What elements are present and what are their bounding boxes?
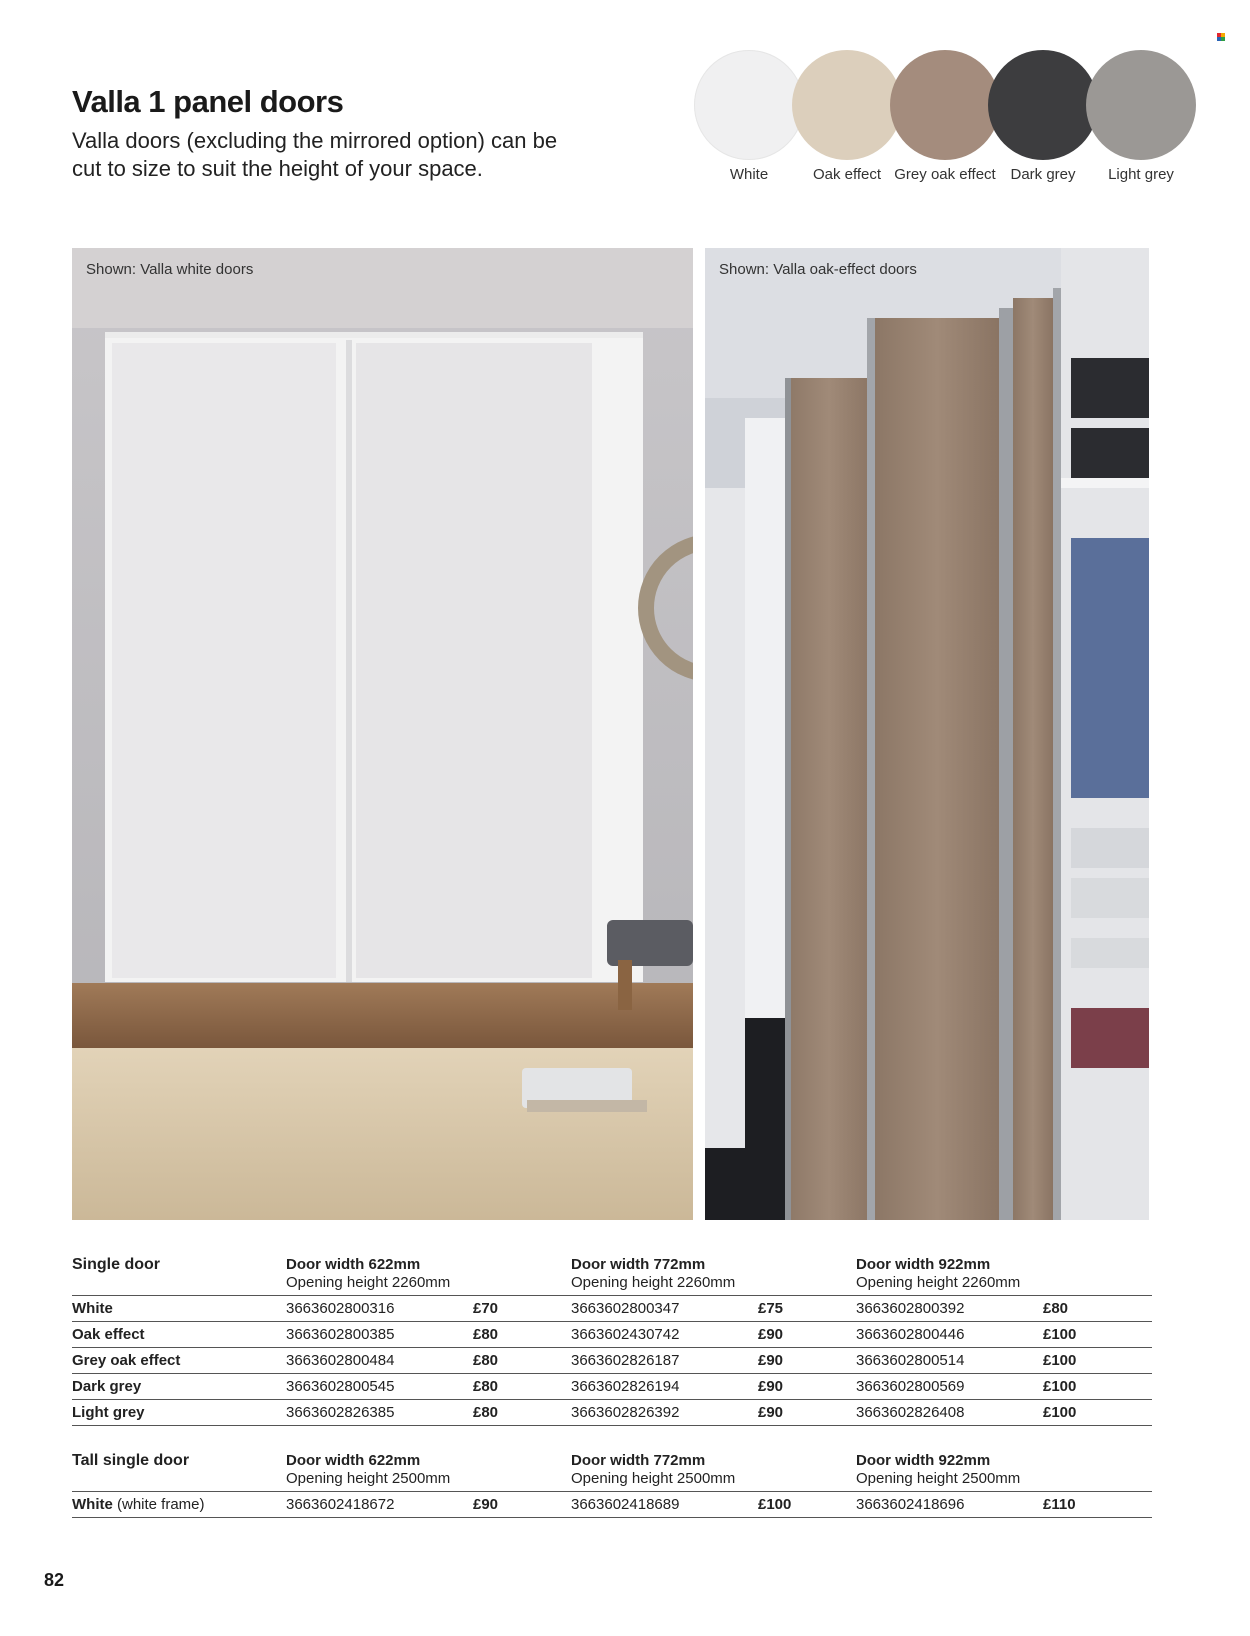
- opening-height-label: Opening height 2500mm: [856, 1470, 1021, 1487]
- door-width-label: Door width 922mm: [856, 1256, 991, 1273]
- door-width-label: Door width 622mm: [286, 1452, 421, 1469]
- price: £90: [758, 1322, 856, 1348]
- price: £70: [473, 1296, 571, 1322]
- column-header: [286, 1256, 571, 1296]
- column-header: [286, 1452, 571, 1492]
- colour-name: Grey oak effect: [72, 1348, 286, 1374]
- price: £110: [1043, 1492, 1152, 1518]
- door-width-label: Door width 772mm: [571, 1256, 706, 1273]
- door-width-label: Door width 772mm: [571, 1452, 706, 1469]
- product-code: 3663602800545: [286, 1374, 473, 1400]
- opening-height-label: Opening height 2500mm: [571, 1470, 736, 1487]
- table-row: [72, 1492, 1152, 1518]
- product-code: 3663602826187: [571, 1348, 758, 1374]
- colour-name: Light grey: [72, 1400, 286, 1426]
- table-row: [72, 1374, 1152, 1400]
- price: £80: [473, 1322, 571, 1348]
- table-row: [72, 1322, 1152, 1348]
- colour-name-text: White: [72, 1496, 113, 1513]
- table-row: [72, 1348, 1152, 1374]
- swatch-label-dark-grey: Dark grey: [1010, 166, 1076, 183]
- column-header: [856, 1452, 1152, 1492]
- product-code: 3663602800569: [856, 1374, 1043, 1400]
- price: £90: [758, 1374, 856, 1400]
- price: £80: [1043, 1296, 1152, 1322]
- oak-doors-illustration: [705, 248, 1149, 1220]
- single-door-heading: Single door: [72, 1256, 286, 1296]
- swatch-light-grey: [1086, 50, 1196, 160]
- colour-name-suffix: (white frame): [112, 1496, 205, 1513]
- tall-single-door-heading: Tall single door: [72, 1452, 286, 1492]
- opening-height-label: Opening height 2260mm: [856, 1274, 1021, 1291]
- door-width-label: Door width 622mm: [286, 1256, 421, 1273]
- product-code: 3663602430742: [571, 1322, 758, 1348]
- swatch-label-white: White: [729, 166, 769, 183]
- swatch-oak-effect: [792, 50, 902, 160]
- price: £100: [1043, 1400, 1152, 1426]
- page-title: Valla 1 panel doors: [72, 84, 344, 119]
- photo-caption-white: Shown: Valla white doors: [86, 261, 254, 278]
- swatch-label-oak-effect: Oak effect: [812, 166, 882, 183]
- colour-name: [72, 1492, 286, 1518]
- table-row: [72, 1400, 1152, 1426]
- product-code: 3663602800446: [856, 1322, 1043, 1348]
- page-number: 82: [44, 1570, 65, 1590]
- product-code: 3663602800316: [286, 1296, 473, 1322]
- opening-height-label: Opening height 2260mm: [286, 1274, 451, 1291]
- swatch-label-light-grey: Light grey: [1108, 166, 1174, 183]
- product-code: 3663602418696: [856, 1492, 1043, 1518]
- price: £90: [473, 1492, 571, 1518]
- price: £80: [473, 1400, 571, 1426]
- single-door-table: [72, 1256, 1152, 1426]
- product-code: 3663602418672: [286, 1492, 473, 1518]
- colour-name: Oak effect: [72, 1322, 286, 1348]
- price: £90: [758, 1348, 856, 1374]
- swatch-white: [694, 50, 804, 160]
- column-header: [571, 1452, 856, 1492]
- price: £100: [758, 1492, 856, 1518]
- price: £100: [1043, 1348, 1152, 1374]
- single-door-header: [72, 1256, 1152, 1296]
- product-code: 3663602826408: [856, 1400, 1043, 1426]
- product-code: 3663602418689: [571, 1492, 758, 1518]
- product-code: 3663602800347: [571, 1296, 758, 1322]
- intro-text: Valla doors (excluding the mirrored option) can be cut to size to suit the height of your space.: [72, 128, 558, 181]
- price: £80: [473, 1348, 571, 1374]
- price: £80: [473, 1374, 571, 1400]
- photo-white-doors: [72, 248, 693, 1220]
- product-code: 3663602826194: [571, 1374, 758, 1400]
- product-code: 3663602800514: [856, 1348, 1043, 1374]
- white-doors-illustration: [72, 248, 693, 1220]
- table-row: [72, 1296, 1152, 1322]
- column-header: [571, 1256, 856, 1296]
- price: £100: [1043, 1322, 1152, 1348]
- swatch-grey-oak-effect: [890, 50, 1000, 160]
- photo-caption-oak: Shown: Valla oak-effect doors: [719, 261, 917, 278]
- opening-height-label: Opening height 2260mm: [571, 1274, 736, 1291]
- colour-name: Dark grey: [72, 1374, 286, 1400]
- tall-single-door-table: [72, 1452, 1152, 1518]
- column-header: [856, 1256, 1152, 1296]
- product-code: 3663602826392: [571, 1400, 758, 1426]
- swatch-label-grey-oak-effect: Grey oak effect: [894, 166, 996, 183]
- brand-logo: [1217, 33, 1225, 41]
- colour-name: White: [72, 1296, 286, 1322]
- swatch-dark-grey: [988, 50, 1098, 160]
- door-width-label: Door width 922mm: [856, 1452, 991, 1469]
- price: £75: [758, 1296, 856, 1322]
- price: £90: [758, 1400, 856, 1426]
- price: £100: [1043, 1374, 1152, 1400]
- product-code: 3663602826385: [286, 1400, 473, 1426]
- product-code: 3663602800484: [286, 1348, 473, 1374]
- photo-oak-doors: [705, 248, 1149, 1220]
- product-code: 3663602800385: [286, 1322, 473, 1348]
- opening-height-label: Opening height 2500mm: [286, 1470, 451, 1487]
- product-code: 3663602800392: [856, 1296, 1043, 1322]
- tall-single-door-header: [72, 1452, 1152, 1492]
